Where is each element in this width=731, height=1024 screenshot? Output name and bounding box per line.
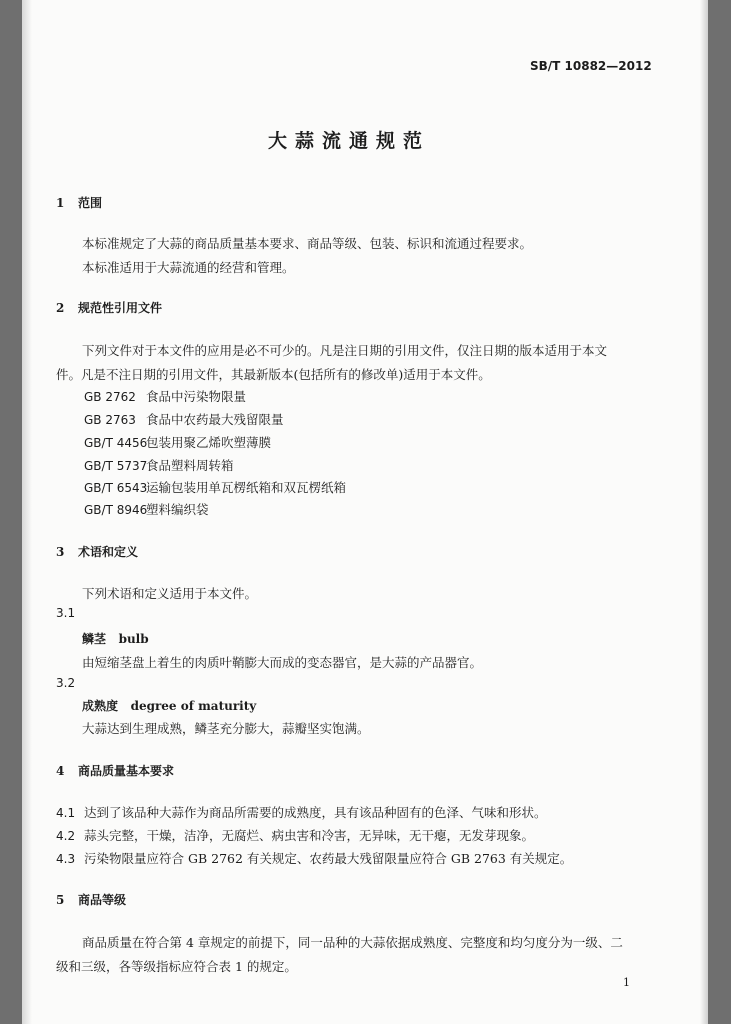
reference-item <box>84 387 246 405</box>
paragraph: 下列文件对于本文件的应用是必不可少的。凡是注日期的引用文件，仅注日期的版本适用于本文 <box>82 343 608 358</box>
section-number: 4 <box>56 764 65 778</box>
item-number: 4.3 <box>56 852 76 866</box>
term-number: 3.1 <box>56 606 76 620</box>
item-text: 污染物限量应符合 GB 2762 有关规定、农药最大残留限量应符合 GB 2763 有关规定。 <box>84 851 573 866</box>
paragraph: 本标准规定了大蒜的商品质量基本要求、商品等级、包装、标识和流通过程要求。 <box>82 236 533 251</box>
reference-item <box>84 478 346 496</box>
term-heading <box>82 697 256 714</box>
paragraph: 商品质量在符合第 4 章规定的前提下，同一品种的大蒜依据成熟度、完整度和均匀度分为一级、二 <box>82 935 623 950</box>
reference-title: 包装用聚乙烯吹塑薄膜 <box>146 435 272 450</box>
requirement-item <box>56 849 572 867</box>
term-heading <box>82 630 149 647</box>
reference-title: 运输包装用单瓦楞纸箱和双瓦楞纸箱 <box>146 480 347 495</box>
item-number: 4.2 <box>56 829 76 843</box>
reference-item <box>84 500 209 518</box>
reference-item <box>84 433 271 451</box>
reference-code: GB 2762 <box>84 390 136 404</box>
reference-code: GB/T 4456 <box>84 436 148 450</box>
reference-item <box>84 410 284 428</box>
reference-code: GB 2763 <box>84 413 136 427</box>
reference-title: 食品中农药最大残留限量 <box>146 412 284 427</box>
item-number: 4.1 <box>56 806 76 820</box>
term-en: degree of maturity <box>130 699 257 713</box>
section-2-heading <box>56 299 162 316</box>
item-text: 达到了该品种大蒜作为商品所需要的成熟度，具有该品种固有的色泽、气味和形状。 <box>84 805 547 820</box>
requirement-item <box>56 803 547 821</box>
section-number: 3 <box>56 545 65 559</box>
term-zh: 鳞茎 <box>82 632 107 646</box>
section-title: 规范性引用文件 <box>78 301 163 315</box>
page-shadow-right <box>700 0 708 1024</box>
section-number: 2 <box>56 301 65 315</box>
term-number: 3.2 <box>56 676 76 690</box>
section-number: 1 <box>56 196 65 210</box>
paragraph: 下列术语和定义适用于本文件。 <box>82 586 258 601</box>
section-5-heading <box>56 891 126 908</box>
section-title: 商品质量基本要求 <box>78 764 175 778</box>
reference-code: GB/T 5737 <box>84 459 148 473</box>
section-3-heading <box>56 543 138 560</box>
reference-title: 食品塑料周转箱 <box>146 458 234 473</box>
reference-item <box>84 456 234 474</box>
page-number: 1 <box>623 976 630 989</box>
section-title: 商品等级 <box>78 893 127 907</box>
reference-code: GB/T 6543 <box>84 481 148 495</box>
page-shadow-left <box>22 0 32 1024</box>
term-zh: 成熟度 <box>82 699 119 713</box>
document-page <box>22 0 708 1024</box>
section-1-heading <box>56 194 102 211</box>
section-4-heading <box>56 762 174 779</box>
paragraph: 本标准适用于大蒜流通的经营和管理。 <box>82 260 295 275</box>
term-en: bulb <box>118 632 149 646</box>
standard-number: SB/T 10882—2012 <box>530 59 652 73</box>
term-definition: 大蒜达到生理成熟，鳞茎充分膨大，蒜瓣坚实饱满。 <box>82 721 370 736</box>
section-title: 范围 <box>78 196 103 210</box>
requirement-item <box>56 826 534 844</box>
paragraph: 级和三级，各等级指标应符合表 1 的规定。 <box>56 959 297 974</box>
reference-title: 食品中污染物限量 <box>146 389 247 404</box>
section-title: 术语和定义 <box>78 545 139 559</box>
term-definition: 由短缩茎盘上着生的肉质叶鞘膨大而成的变态器官，是大蒜的产品器官。 <box>82 655 483 670</box>
item-text: 蒜头完整，干燥，洁净，无腐烂、病虫害和冷害，无异味，无干瘪，无发芽现象。 <box>84 828 535 843</box>
reference-code: GB/T 8946 <box>84 503 148 517</box>
section-number: 5 <box>56 893 65 907</box>
document-title: 大蒜流通规范 <box>268 130 431 152</box>
reference-title: 塑料编织袋 <box>146 502 209 517</box>
paragraph: 件。凡是不注日期的引用文件，其最新版本(包括所有的修改单)适用于本文件。 <box>56 367 491 382</box>
